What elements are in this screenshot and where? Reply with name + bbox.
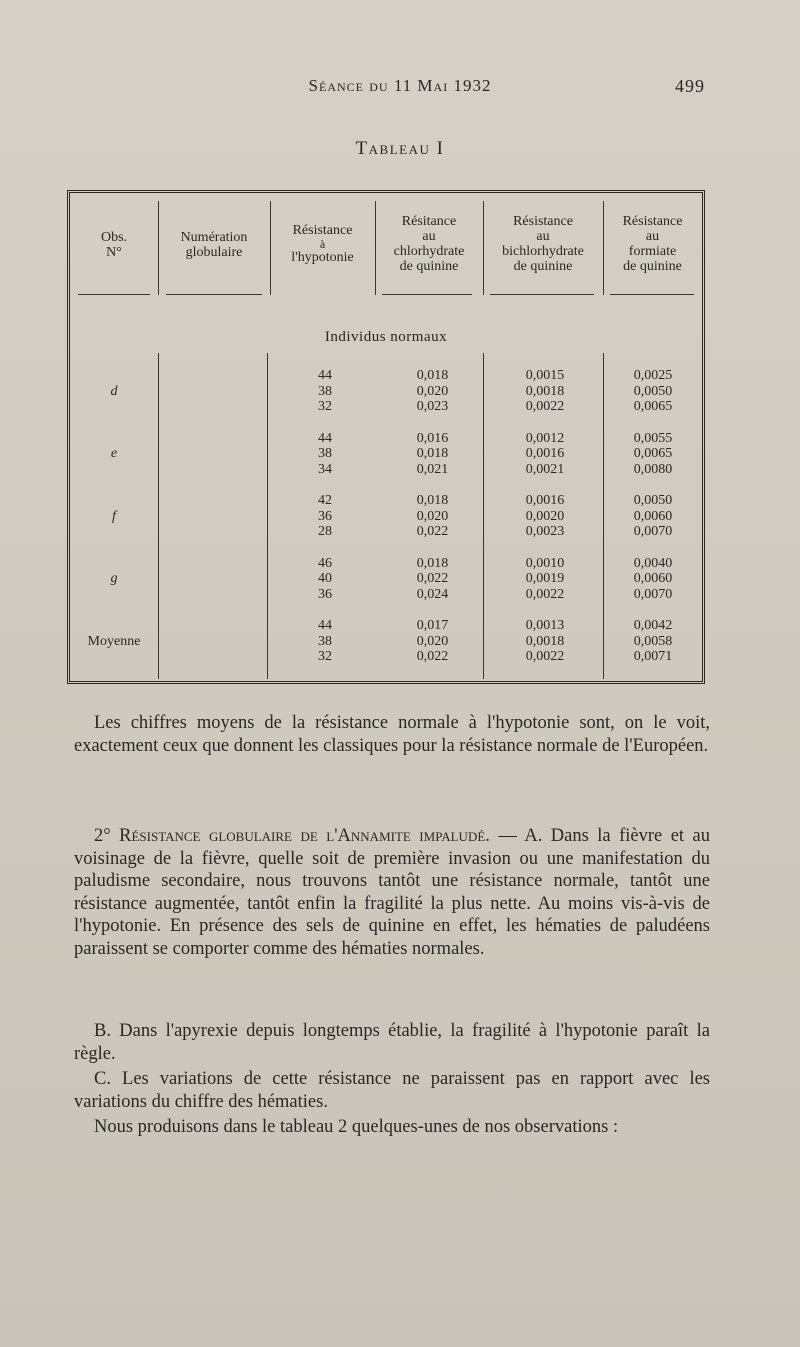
table-row (70, 462, 702, 478)
header-rule (490, 294, 594, 295)
header-numeration (158, 230, 270, 260)
header-line: Résistance (513, 214, 573, 229)
table-row (70, 649, 702, 665)
header-line: au (536, 229, 550, 244)
table-cell: 0,0023 (525, 524, 565, 539)
table-cell: 0,0071 (633, 649, 673, 664)
paragraph-text: Les chiffres moyens de la résistance normale à l'hypotonie sont, on le voit, exactement ceux que donnent les classiques pour la résistance normale de l'Européen. (74, 713, 710, 756)
table-row (70, 493, 702, 509)
table-cell: 0,018 (416, 446, 449, 461)
table-row (70, 509, 702, 525)
table-cell: 0,0070 (633, 586, 673, 602)
table-cell: 36 (318, 508, 332, 524)
header-rule (610, 294, 694, 295)
table-cell: 32 (318, 649, 332, 664)
obs-label: e (110, 446, 118, 461)
header-chlorhydrate (375, 214, 483, 274)
table-cell: 0,022 (416, 649, 449, 664)
section-label: Individus normaux (324, 329, 448, 345)
table-cell: 0,0010 (525, 555, 565, 571)
table-row (70, 634, 702, 650)
table-cell: 0,016 (416, 430, 449, 446)
table-cell: 34 (318, 461, 332, 477)
table-cell: 40 (318, 571, 332, 586)
table-cell: 0,0055 (633, 430, 673, 446)
table-row (70, 618, 702, 634)
table-cell: 32 (318, 399, 332, 414)
header-line: Résistance (622, 214, 683, 229)
header-rule (166, 294, 262, 295)
paragraph-text: C. Les variations de cette résistance ne paraissent pas en rapport avec les variations du chiffre des hématies. (74, 1069, 710, 1112)
table-cell: 0,0020 (525, 508, 565, 524)
table-cell: 0,0022 (525, 586, 565, 602)
paragraph-body: — A. Dans la fièvre et au voisinage de la fièvre, quelle soit de première invasion ou une manifestation du paludisme secondaire, nous trouvons tantôt une résistance normale, tantôt une résistance augmentée, tantôt enfin la fragilité la plus nette. Au moins vis-à-vis de l'hypotonie. En présence des sels de quinine en effet, les hématies de paludéens paraissent se comporter comme des hématies normales. (74, 826, 710, 959)
table-cell: 0,020 (416, 508, 449, 524)
paragraph-text: B. Dans l'apyrexie depuis longtemps établie, la fragilité à l'hypotonie paraît la règle. (74, 1021, 710, 1064)
table-row (70, 524, 702, 540)
header-line: l'hypotonie (291, 250, 354, 265)
header-line: Résistance (292, 223, 353, 238)
header-line: bichlorhydrate (502, 244, 584, 259)
table-cell: 0,020 (416, 633, 449, 649)
table-cell: 0,0050 (633, 493, 673, 508)
table-cell: 38 (318, 446, 332, 461)
header-line: au (645, 229, 660, 244)
table-cell: 38 (318, 383, 332, 399)
table-cell: 0,0065 (633, 446, 673, 461)
paragraph-5 (74, 1116, 710, 1139)
table-cell: 38 (318, 633, 332, 649)
table-row (70, 399, 702, 415)
paragraph-1 (74, 712, 710, 757)
table-title: Tableau I (355, 138, 445, 159)
header-line: de quinine (399, 259, 459, 274)
table-cell: 44 (318, 368, 332, 383)
table-cell: 0,0022 (525, 649, 565, 664)
table-row (70, 571, 702, 587)
table-cell: 0,0080 (633, 461, 673, 477)
running-title: Séance du 11 Mai 1932 (308, 76, 492, 95)
table-row (70, 446, 702, 462)
table-cell: 0,0065 (633, 399, 673, 414)
paragraph-text (74, 825, 710, 960)
header-obs (70, 230, 158, 260)
table-cell: 42 (318, 493, 332, 508)
header-line: Résitance (401, 214, 457, 229)
table-cell: 0,0025 (633, 368, 673, 383)
table-row (70, 556, 702, 572)
header-hypotonie (270, 223, 375, 265)
table-cell: 0,0016 (525, 446, 565, 461)
data-table (67, 190, 705, 684)
table-cell: 0,023 (416, 399, 449, 414)
table-cell: 0,0013 (525, 618, 565, 633)
header-line: au (422, 229, 436, 244)
table-cell: 0,0022 (525, 399, 565, 414)
header-line: N° (106, 245, 122, 260)
header-line: globulaire (185, 245, 243, 260)
table-cell: 0,018 (416, 493, 449, 508)
table-cell: 0,022 (416, 571, 449, 586)
header-line: formiate (628, 244, 677, 259)
paragraph-3 (74, 1020, 710, 1065)
header-line: Numération (180, 230, 248, 245)
table-cell: 0,024 (416, 586, 449, 602)
table-cell: 44 (318, 430, 332, 446)
header-line: à (319, 237, 326, 251)
section-heading: 2° Résistance globulaire de l'Annamite impaludé. (94, 826, 490, 846)
table-cell: 0,0042 (633, 618, 673, 633)
table-cell: 0,0060 (633, 508, 673, 524)
table-cell: 36 (318, 586, 332, 602)
table-cell: 0,0018 (525, 383, 565, 399)
obs-label: d (110, 383, 118, 399)
table-cell: 0,0060 (633, 571, 673, 586)
table-cell: 0,022 (416, 524, 449, 539)
paragraph-2 (74, 825, 710, 960)
table-cell: 28 (318, 524, 332, 539)
header-bichlorhydrate (483, 214, 603, 274)
running-header (0, 76, 800, 100)
table-row (70, 368, 702, 384)
table-cell: 0,0050 (633, 383, 673, 399)
obs-label: Moyenne (87, 633, 141, 649)
table-cell: 0,018 (416, 368, 449, 383)
header-line: de quinine (623, 259, 682, 274)
paragraph-text: Nous produisons dans le tableau 2 quelques-unes de nos observations : (94, 1117, 619, 1137)
obs-label: f (112, 508, 116, 524)
table-row (70, 587, 702, 603)
table-cell: 0,017 (416, 618, 449, 633)
table-cell: 0,0015 (525, 368, 565, 383)
header-line: de quinine (513, 259, 573, 274)
obs-label: g (110, 571, 118, 586)
table-cell: 0,0012 (525, 430, 565, 446)
page-number: 499 (675, 76, 705, 96)
paragraph-4 (74, 1068, 710, 1113)
header-rule (78, 294, 150, 295)
table-row (70, 431, 702, 447)
table-cell: 0,0016 (525, 493, 565, 508)
table-cell: 46 (318, 555, 332, 571)
table-cell: 44 (318, 618, 332, 633)
table-cell: 0,020 (416, 383, 449, 399)
header-line: chlorhydrate (393, 244, 465, 259)
header-formiate (603, 214, 702, 274)
table-cell: 0,0021 (525, 461, 565, 477)
table-cell: 0,018 (416, 555, 449, 571)
header-line: Obs. (100, 230, 128, 245)
table-cell: 0,0070 (633, 524, 673, 539)
table-cell: 0,0018 (525, 633, 565, 649)
table-cell: 0,021 (416, 461, 449, 477)
table-cell: 0,0058 (633, 633, 673, 649)
table-row (70, 384, 702, 400)
table-cell: 0,0019 (525, 571, 565, 586)
table-cell: 0,0040 (633, 555, 673, 571)
header-rule (382, 294, 472, 295)
